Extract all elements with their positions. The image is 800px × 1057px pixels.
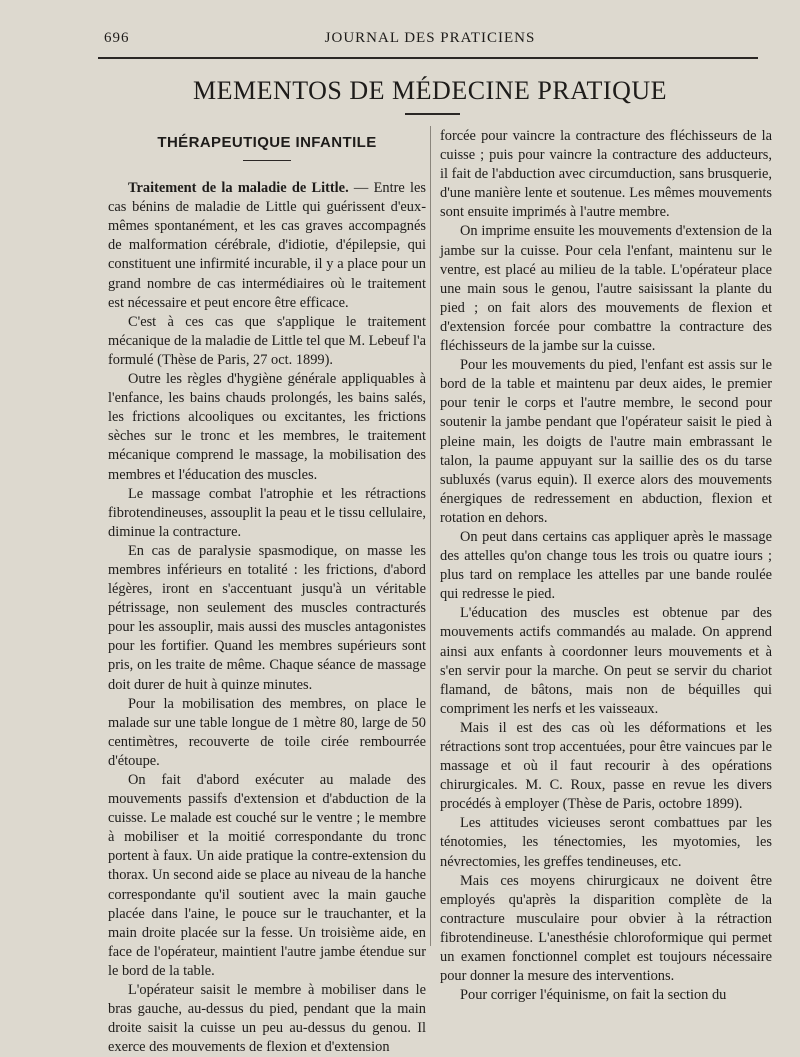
paragraph: Outre les règles d'hygiène générale appliquables à l'enfance, les bains chauds prolongés, les bains salés, les frictions alcooliques ou excitantes, les frictions sèches sur le tronc et les membres, le traitement mécanique comprend le massage, la mobilisation des membres et l'éducation des muscles. <box>108 371 426 483</box>
title-rule <box>405 113 460 115</box>
paragraph: On imprime ensuite les mouvements d'extension de la jambe sur la cuisse. Pour cela l'enfant, maintenu sur le ventre, est placé au milieu de la table. L'opérateur place une main sous le genou, l'autre saisissant la plante du pied ; on fait alors des mouvements de flexion et d'extension forcée pour combattre la contracture des fléchisseurs de la jambe sur la cuisse. <box>440 223 772 355</box>
paragraph: L'éducation des muscles est obtenue par des mouvements actifs commandés au malade. On apprend ainsi aux enfants à coordonner leurs mouvements et à s'en servir pour la marche. On peut se servir du chariot flamand, de bâtons, mais non de béquilles qui compriment les nerfs et les vaisseaux. <box>440 605 772 717</box>
paragraph: En cas de paralysie spasmodique, on masse les membres inférieurs en totalité : les frictions, d'abord légères, iront en s'accentuant jusqu'à un véritable pétrissage, non seulement des muscles contracturés pour les assouplir, mais aussi des muscles antagonistes pour les fortifier. Quand les membres supérieurs sont pris, on les traite de même. Chaque séance de massage doit durer de huit à quinze minutes. <box>108 542 426 693</box>
column-divider <box>430 126 431 946</box>
paragraph: Les attitudes vicieuses seront combattues par les ténotomies, les ténectomies, les myotomies, les névrectomies, les greffes tendineuses, etc. <box>440 815 772 870</box>
paragraph: On peut dans certains cas appliquer après le massage des attelles qu'on change tous les trois ou quatre iours ; plus tard on remplace les attelles par une bande roulée qui redresse le pied. <box>440 528 772 603</box>
paragraph-continued: forcée pour vaincre la contracture des fléchisseurs de la cuisse ; puis pour vaincre la contracture des adducteurs, il fait de l'abduction avec circumduction, sans brusquerie, d'une manière lente et soutenue. Les mêmes mouvements sont ensuite imprimés à l'autre membre. <box>440 128 772 221</box>
page-number: 696 <box>104 30 130 46</box>
paragraph: L'opérateur saisit le membre à mobiliser dans le bras gauche, au-dessus du pied, pendant que la main droite saisit la cuisse un peu au-dessus du genou. Il exerce des mouvements de flexion et d'extension <box>108 982 426 1056</box>
running-head <box>0 30 800 50</box>
paragraph: Le massage combat l'atrophie et les rétractions fibrotendineuses, assouplit la peau et le tissu cellulaire, diminue la contracture. <box>108 485 426 540</box>
right-column <box>440 127 772 1005</box>
paragraph: Mais il est des cas où les déformations et les rétractions sont trop accentuées, pour être vaincues par le massage et où il faut recourir à des opérations chirurgicales. M. C. Roux, passe en revue les divers procédés à employer (Thèse de Paris, octobre 1899). <box>440 719 772 813</box>
journal-name: JOURNAL DES PRATICIENS <box>324 30 536 46</box>
lead-paragraph <box>108 179 426 313</box>
article-subheading: THÉRAPEUTIQUE INFANTILE <box>157 134 377 151</box>
paragraph: Pour la mobilisation des membres, on place le malade sur une table longue de 1 mètre 80, large de 50 centimètres, recouverte de toile cirée rembourrée d'étoupe. <box>108 695 426 769</box>
paragraph: On fait d'abord exécuter au malade des mouvements passifs d'extension et d'abduction de la cuisse. Le malade est couché sur le ventre ; le membre à mobiliser et la moitié correspondante du tronc portent à faux. Un aide pratique la contre-extension du thorax. Un second aide se place au niveau de la hanche correspondante qu'il soutient avec la main gauche placée dans l'aine, le pouce sur le trauchanter, et la main droite placée sur la fesse. Un troisième aide, en face de l'opérateur, maintient l'autre jambe étendue sur le bord de la table. <box>108 772 426 979</box>
left-column <box>108 133 426 1057</box>
paragraph: Pour corriger l'équinisme, on fait la section du <box>460 987 727 1004</box>
lead-title: Traitement de la maladie de Little. <box>128 180 349 197</box>
section-title: MEMENTOS DE MÉDECINE PRATIQUE <box>192 76 668 105</box>
header-rule <box>98 57 758 59</box>
paragraph: C'est à ces cas que s'applique le traitement mécanique de la maladie de Little tel que M. Lebeuf l'a formulé (Thèse de Paris, 27 oct. 1899). <box>108 313 426 368</box>
lead-text: — Entre les cas bénins de maladie de Little qui guérissent d'eux-mêmes spontanément, et les cas graves accompagnés de malformation cérébrale, d'idiotie, d'épilepsie, qui constituent une infirmité incurable, il y a place pour un grand nombre de cas intermédiaires où le traitement est nécessaire et peut encore être efficace. <box>108 180 426 311</box>
paragraph: Mais ces moyens chirurgicaux ne doivent être employés qu'après la disparition complète de la contracture musculaire pour obvier à la rétraction fibrotendineuse. L'anesthésie chloroformique qui permet un examen fonctionnel complet est toujours nécessaire pour donner la mesure des interventions. <box>440 872 772 985</box>
subheading-rule <box>243 160 291 161</box>
paragraph: Pour les mouvements du pied, l'enfant est assis sur le bord de la table et maintenu par deux aides, le premier pour tenir le corps et l'autre membre, le second pour soutenir la jambe pendant que l'opérateur saisit le pied à pleine main, les doigts de l'autre main embrassant le talon, la paume appuyant sur la saillie des os du tarse subluxés (varus equin). Il exerce alors des mouvements énergiques de redressement en abduction, flexion et rotation en dehors. <box>440 357 772 526</box>
